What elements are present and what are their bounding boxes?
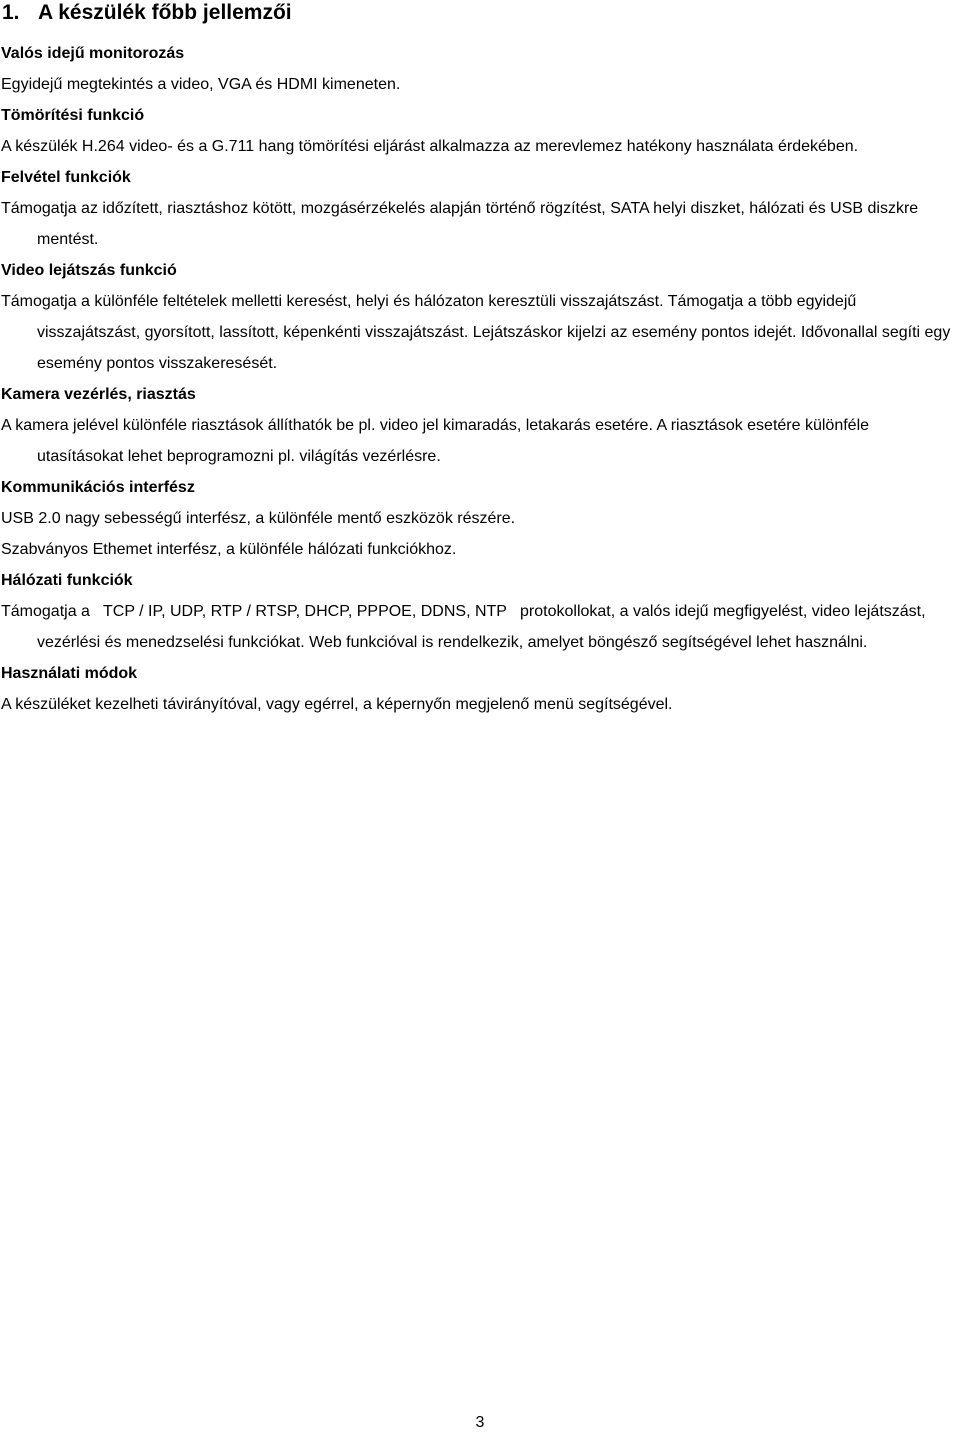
section-heading: Valós idejű monitorozás	[1, 45, 185, 62]
section-heading: Kamera vezérlés, riasztás	[1, 386, 196, 403]
section-heading: Video lejátszás funkció	[1, 262, 177, 279]
section-paragraph: Támogatja az időzített, riasztáshoz kötött, mozgásérzékelés alapján történő rögzítést, SATA helyi diszket, hálózati és USB diszkre mentést.	[1, 200, 923, 248]
section	[1, 100, 959, 162]
section-heading: Tömörítési funkció	[1, 107, 145, 124]
section-heading: Kommunikációs interfész	[1, 479, 195, 496]
section	[1, 162, 959, 255]
section-heading: Hálózati funkciók	[1, 572, 133, 589]
section-paragraph: A kamera jelével különféle riasztások állíthatók be pl. video jel kimaradás, letakarás esetére. A riasztások esetére különféle utasításokat lehet beprogramozni pl. világítás vezérlésre.	[1, 417, 874, 465]
section	[1, 472, 959, 565]
section	[1, 255, 959, 379]
document-body	[1, 38, 959, 720]
section-paragraph: Támogatja a különféle feltételek melletti keresést, helyi és hálózaton keresztüli visszajátszást. Támogatja a több egyidejű visszajátszást, gyorsított, lassított, képenkénti visszajátszást. Lejátszáskor kijelzi az esemény pontos idejét. Idővonallal segíti egy esemény pontos visszakeresését.	[1, 293, 955, 372]
section-paragraph: USB 2.0 nagy sebességű interfész, a különféle mentő eszközök részére.	[1, 510, 516, 527]
section	[1, 565, 959, 658]
chapter-title: A készülék főbb jellemzői	[38, 1, 292, 24]
section-heading: Használati módok	[1, 665, 138, 682]
section-heading: Felvétel funkciók	[1, 169, 131, 186]
section-paragraph: Egyidejű megtekintés a video, VGA és HDMI kimeneten.	[1, 76, 401, 93]
section	[1, 38, 959, 100]
chapter-heading	[2, 0, 292, 26]
section	[1, 379, 959, 472]
section-paragraph: A készülék H.264 video- és a G.711 hang tömörítési eljárást alkalmazza az merevlemez hatékony használata érdekében.	[1, 138, 859, 155]
chapter-number: 1.	[2, 1, 20, 24]
section	[1, 658, 959, 720]
section-paragraph: Támogatja a TCP / IP, UDP, RTP / RTSP, DHCP, PPPOE, DDNS, NTP protokollokat, a valós idejű megfigyelést, video lejátszást, vezérlési és menedzselési funkciókat. Web funkcióval is rendelkezik, amelyet böngésző segítségével lehet használni.	[1, 603, 931, 651]
section-paragraph: Szabványos Ethemet interfész, a különféle hálózati funkciókhoz.	[1, 541, 457, 558]
page-number: 3	[475, 1414, 485, 1431]
section-paragraph: A készüléket kezelheti távirányítóval, vagy egérrel, a képernyőn megjelenő menü segítségével.	[1, 696, 673, 713]
